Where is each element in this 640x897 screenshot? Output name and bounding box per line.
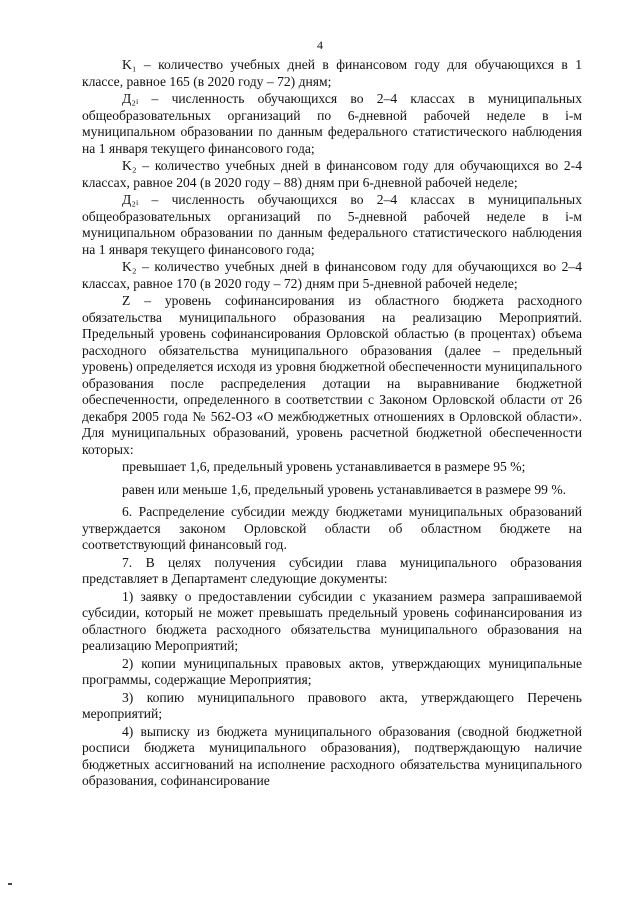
paragraph-section-6: 6. Распределение субсидии между бюджетами муниципальных образований утверждается законом Орловской области об областном бюджете на соответствующий финансовый год. [82, 504, 582, 552]
list-item-2: 2) копии муниципальных правовых актов, утверждающих муниципальные программы, содержащие Мероприятия; [82, 655, 582, 687]
document-body [82, 57, 582, 790]
paragraph-threshold-below: равен или меньше 1,6, предельный уровень устанавливается в размере 99 %. [122, 481, 567, 497]
paragraph-d2i-6day-definition: Д₂ᵢ – численность обучающихся во 2–4 классах в муниципальных общеобразовательных организаций по 6-дневной рабочей неделе в i-м муниципальном образовании по данным федерального статистического наблюдения на 1 января текущего финансового года; [82, 91, 582, 156]
paragraph-z-definition: Z – уровень софинансирования из областного бюджета расходного обязательства муниципального образования на реализацию Мероприятий. Предельный уровень софинансирования Орловской областью (в процентах) объема расходного обязательства муниципального образования (далее – предельный уровень) определяется исходя из уровня бюджетной обеспеченности муниципального образования после распределения дотации на выравнивание бюджетной обеспеченности, определенного в соответствии с Законом Орловской области от 26 декабря 2005 года № 562-ОЗ «О межбюджетных отношениях в Орловской области». Для муниципальных образований, уровень расчетной бюджетной обеспеченности которых: [82, 293, 582, 457]
paragraph-d2i-5day-definition: Д₂ᵢ – численность обучающихся во 2–4 классах в муниципальных общеобразовательных организаций по 5-дневной рабочей неделе в i-м муниципальном образовании по данным федерального статистического наблюдения на 1 января текущего финансового года; [82, 192, 582, 257]
list-item-3: 3) копию муниципального правового акта, утверждающего Перечень мероприятий; [82, 689, 582, 721]
list-item-1: 1) заявку о предоставлении субсидии с указанием размера запрашиваемой субсидии, который не может превышать предельный уровень софинансирования из областного бюджета расходного обязательства муниципального образования на реализацию Мероприятий; [82, 588, 582, 653]
paragraph-k1-definition: K₁ – количество учебных дней в финансовом году для обучающихся в 1 классе, равное 165 (в 2020 году – 72) дням; [82, 57, 582, 89]
scan-edge-mark [8, 883, 12, 885]
paragraph-threshold-above: превышает 1,6, предельный уровень устанавливается в размере 95 %; [122, 459, 526, 474]
paragraph-k2-5day-definition: K₂ – количество учебных дней в финансовом году для обучающихся во 2–4 классах, равное 170 (в 2020 году – 72) дням при 5-дневной рабочей неделе; [82, 259, 582, 291]
page-number: 4 [317, 38, 323, 52]
paragraph-section-7: 7. В целях получения субсидии глава муниципального образования представляет в Департамент следующие документы: [82, 554, 582, 586]
list-item-4: 4) выписку из бюджета муниципального образования (сводной бюджетной росписи бюджета муниципального образования), подтверждающую наличие бюджетных ассигнований на исполнение расходного обязательства муниципального образования, софинансирование [82, 723, 582, 788]
paragraph-k2-6day-definition: K₂ – количество учебных дней в финансовом году для обучающихся во 2-4 классах, равное 204 (в 2020 году – 88) дням при 6-дневной рабочей неделе; [82, 158, 582, 190]
